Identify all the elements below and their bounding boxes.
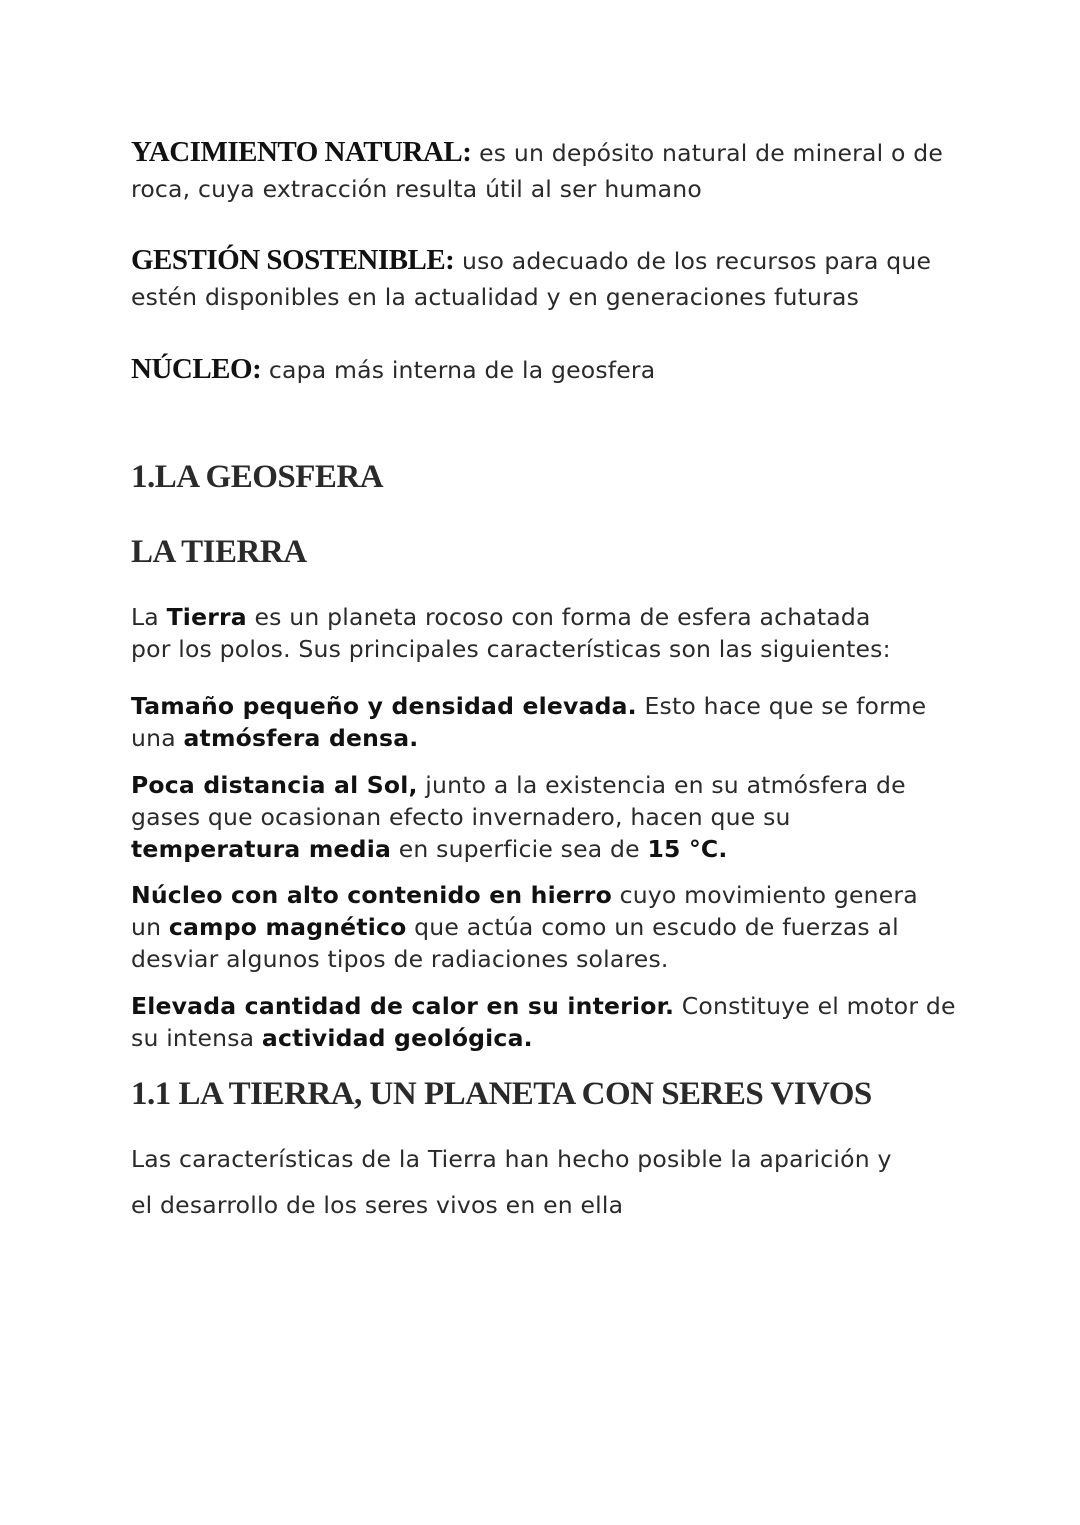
bold-text: actividad geológica. [261,1024,533,1052]
text: un [131,913,169,941]
paragraph-intro [131,601,991,665]
bold-text: 15 °C. [647,835,728,863]
paragraph-tamano [131,690,991,754]
paragraph-calor [131,990,991,1054]
text: una [131,724,184,752]
text: Constituye el motor de [674,992,956,1020]
definition-yacimiento [131,134,991,208]
text-line [131,171,991,208]
text: cuyo movimiento genera [611,881,918,909]
text: Las características de la Tierra han hecho posible la aparición y [131,1145,892,1173]
text: junto a la existencia en su atmósfera de [417,771,906,799]
text: capa más interna de la geosfera [261,356,656,384]
bold-text: campo magnético [168,913,407,941]
bold-text: Núcleo con alto contenido en hierro [131,881,612,909]
text: gases que ocasionan efecto invernadero, hacen que su [131,803,791,831]
text-line [131,722,991,754]
text: que actúa como un escudo de fuerzas al [406,913,899,941]
bold-text: Poca distancia al Sol, [131,771,418,799]
text: el desarrollo de los seres vivos en en ella [131,1191,624,1219]
paragraph-nucleo [131,879,991,975]
bold-text: temperatura media [131,835,392,863]
text-line [131,1136,991,1182]
text-line [131,601,991,633]
bold-text: atmósfera densa. [183,724,419,752]
text-line [131,351,991,388]
text: desviar algunos tipos de radiaciones solares. [131,945,669,973]
text-line [131,279,991,316]
section-heading-geosfera: 1.LA GEOSFERA [131,459,384,495]
text-line [131,911,991,943]
text: es un planeta rocoso con forma de esfera achatada [246,603,871,631]
text-line [131,1022,991,1054]
text-line [131,1182,991,1228]
text-line [131,879,991,911]
paragraph-seres-vivos [131,1136,991,1228]
text-line [131,801,991,833]
definition-term: NÚCLEO: [131,353,262,385]
text: roca, cuya extracción resulta útil al ser humano [131,175,702,203]
text: es un depósito natural de mineral o de [471,139,944,167]
paragraph-distancia-sol [131,769,991,865]
text: La [131,603,167,631]
text: Esto hace que se forme [636,692,927,720]
definition-term: YACIMIENTO NATURAL: [131,136,472,168]
text-line [131,690,991,722]
text-line [131,990,991,1022]
section-heading-seres-vivos: 1.1 LA TIERRA, UN PLANETA CON SERES VIVOS [131,1076,872,1112]
definition-term: GESTIÓN SOSTENIBLE: [131,244,455,276]
bold-text: Elevada cantidad de calor en su interior. [131,992,675,1020]
text: uso adecuado de los recursos para que [454,247,932,275]
text-line [131,242,991,279]
text-line [131,833,991,865]
definition-nucleo [131,351,991,388]
text-line [131,134,991,171]
text: por los polos. Sus principales características son las siguientes: [131,635,891,663]
subheading-la-tierra: LA TIERRA [131,534,307,570]
text: en superficie sea de [391,835,648,863]
bold-text: Tierra [166,603,247,631]
definition-gestion-sostenible [131,242,991,316]
text: estén disponibles en la actualidad y en generaciones futuras [131,283,860,311]
text-line [131,769,991,801]
bold-text: Tamaño pequeño y densidad elevada. [131,692,637,720]
text: su intensa [131,1024,262,1052]
text-line [131,633,991,665]
text-line [131,943,991,975]
